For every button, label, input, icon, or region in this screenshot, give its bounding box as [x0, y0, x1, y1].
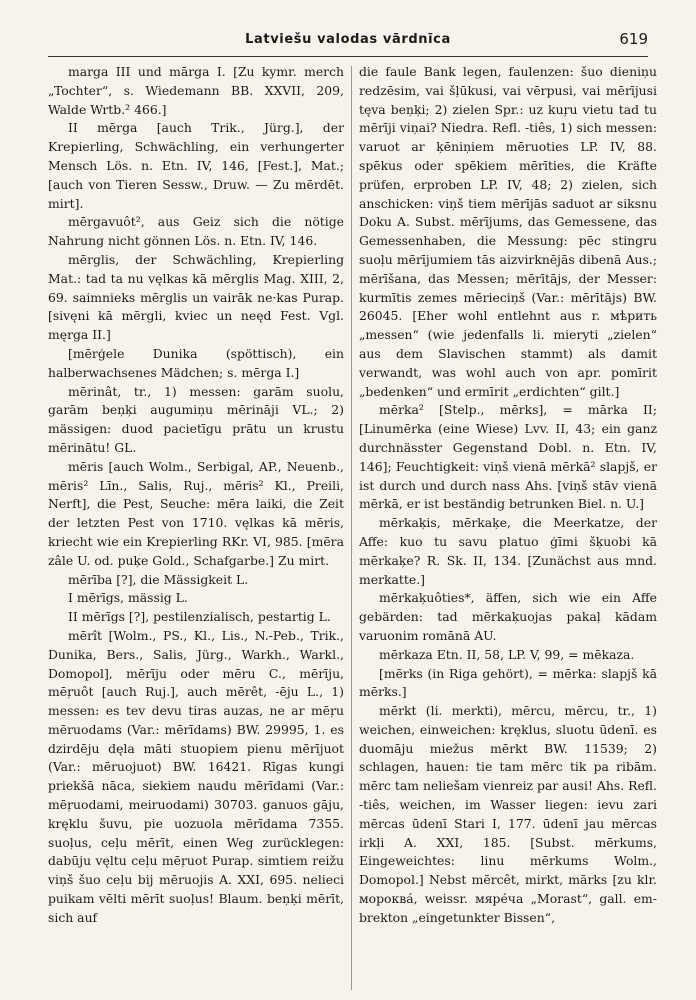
entry-merka: mērka² [Stelp., mērks], = mārka II; [Linumērka (eine Wiese) Lvv. II, 43; ein ganz durchnässter Gegenstand Dobl. n. Etn. IV, 146]; Feuchtigkeit: viņš vienā mērkā² slapjš, er ist durch und durch nass Ahs. [viņš stāv vienā mērkā, er ist beständig betrunken Biel. n. U.]: [359, 402, 657, 512]
entry-merinat: mērinât, tr., 1) messen: garām suolu, garām beņķi augumiņu mērināji VL.; 2) mässigen: duod pacietīgu prātu un krustu mērinātu! GL.: [48, 383, 344, 455]
entry-merga-ii: II mērga [auch Trik., Jürg.], der Krepierling, Schwächling, ein verhungerter Mensch Lös. n. Etn. IV, 146, [Fest.], Mat.; [auch von Tieren Sessw., Druw. — Zu mērdēt. mirt].: [48, 120, 344, 211]
right-column: [359, 63, 657, 994]
left-column: [48, 63, 344, 994]
running-head: [48, 26, 648, 57]
entry-mergele: [mērģele Dunika (spöttisch), ein halberwachsenes Mädchen; s. mērga I.]: [48, 345, 344, 380]
entry-mergavuot: mērgavuôt², aus Geiz sich die nötige Nahrung nicht gönnen Lös. n. Etn. IV, 146.: [48, 214, 344, 249]
entry-merigs-ii: II mērīgs [?], pestilenzialisch, pestartig L.: [68, 609, 331, 625]
entry-merkt: mērkt (li. merkti), mērcu, mērcu, tr., 1) weichen, einweichen: kręklus, sluotu ūdenī. es duomāju miežus mērkt BW. 11539; 2) schlagen, hauen: tie tam mērc tik pa ribām. mērc tam neliešam vienreiz par ausi! Ahs. Refl. -tiês, weichen, im Wasser liegen: ievu zari mērcas ūdenī Stari I, 177. ūdenī jau mērcas irkļi A. XXI, 185. [Subst. mērkums, Eingeweichtes: linu mērkums Wolm., Domopol.] Nebst mērcêt, mirkt, mārks [zu klr. мороквá, weissr. мярéча „Morast“, gall. em-brekton „eingetunkter Bissen“,: [359, 703, 657, 925]
entry-merkakuoties: mērkaķuôties*, äffen, sich wie ein Affe gebärden: tad mērkaķuojas pakaļ kādam varuonim romānā AU.: [359, 590, 657, 643]
entry-meriba: mērība [?], die Mässigkeit L.: [68, 571, 249, 587]
entry-marga: marga III und mārga I. [Zu kymr. merch „Tochter“, s. Wiedemann BB. XXVII, 209, Walde Wrtb.² 466.]: [48, 64, 344, 117]
entry-merigs-i: I mērīgs, mässig L.: [68, 590, 188, 606]
entry-merkakis: mērkaķis, mērkaķe, die Meerkatze, der Affe: kuo tu savu platuo ģīmi šķuobi kā mērkaķe? R. Sk. II, 134. [Zunächst aus mnd. merkatte.]: [359, 515, 657, 587]
entry-merks: [mērks (in Riga gehört), = mērka: slapjš kā mērks.]: [359, 665, 657, 700]
page-title: Latviešu valodas vārdnīca: [245, 32, 451, 47]
entry-merit-continued: die faule Bank legen, faulenzen: šuo dieniņu redzēsim, vai šļūkusi, vai vērpusi, vai mērījusi tęva beņķi; 2) zielen Spr.: uz kuŗu vietu tad tu mērīji viņai? Niedra. Refl. -tiês, 1) sich messen: varuot ar ķēniņiem mēruoties LP. IV, 88. spēkus oder spēkiem mērīties, die Kräfte prüfen, erproben LP. IV, 48; 2) zielen, sich anschicken: viņš tiem mērījās saduot ar siksnu Doku A. Subst. mērījums, das Gemessene, das Gemessenhaben, die Messung: pēc stingru suoļu mērījumiem tās aizvirknējās dibenā Aus.; mērīšana, das Messen; mērītājs, der Messer: kurmītis zemes mērieciņš (Var.: mērītājs) BW. 26045. [Eher wohl entlehnt aus r. мѣрить „messen“ (wie jedenfalls li. mieryti „zielen“ aus dem Slavischen stammt) als damit verwandt, was wohl auch von apr. pomīrit „bedenken“ und ermīrit „erdichten“ gilt.]: [359, 64, 657, 399]
entry-merkaza: mērkaza Etn. II, 58, LP. V, 99, = mēkaza.: [379, 646, 635, 662]
page-number: 619: [619, 30, 648, 48]
entry-merglis: mērglis, der Schwächling, Krepierling Mat.: tad ta nu vęlkas kā mērglis Mag. XIII, 2, 69. saimnieks mērglis un vairāk ne·kas Purap. [sivęni kā mērgli, kviec un neęd Fest. Vgl. męrga II.]: [48, 251, 344, 343]
entry-meris: mēris [auch Wolm., Serbigal, AP., Neuenb., mēris² Līn., Salis, Ruj., mēris² Kl., Preili, Nerft], die Pest, Seuche: mēra laiki, die Zeit der letzten Pest von 1710. vęlkas kā mēris, kriecht wie ein Krepierling RKr. VI, 985. [mēra zâle U. od. puķe Gold., Schafgarbe.] Zu mirt.: [48, 458, 344, 568]
entry-merit: mērît [Wolm., PS., Kl., Lis., N.-Peb., Trik., Dunika, Bers., Salis, Jürg., Warkh., Warkl., Domopol], mērīju oder mēru C., mērīju, mēŗuôt [auch Ruj.], auch mērêt, -ēju L., 1) messen: es tev devu tiras auzas, ne ar mēŗu mēruodams (Var.: mērīdams) BW. 29995, 1. es dzirdēju dęla māti stuopiem pienu mērījuot (Var.: mēruojuot) BW. 16421. Rīgas kungi priekšā nāca, siekiem naudu mērīdami (Var.: mēŗuodami, meiruodami) 30703. ganuos gāju, kręklu šuvu, pie uozuola mērīdama 7355. suoļus, ceļu mērīt, einen Weg zurücklegen: dabūju vęltu ceļu mēŗuot Purap. simtiem reižu viņš šuo ceļu bij mēruojis A. XXI, 695. nelieci puikam vēlti mērīt suoļus! Blaum. beņķi mērīt, sich auf: [48, 627, 344, 925]
column-divider: [351, 66, 352, 990]
